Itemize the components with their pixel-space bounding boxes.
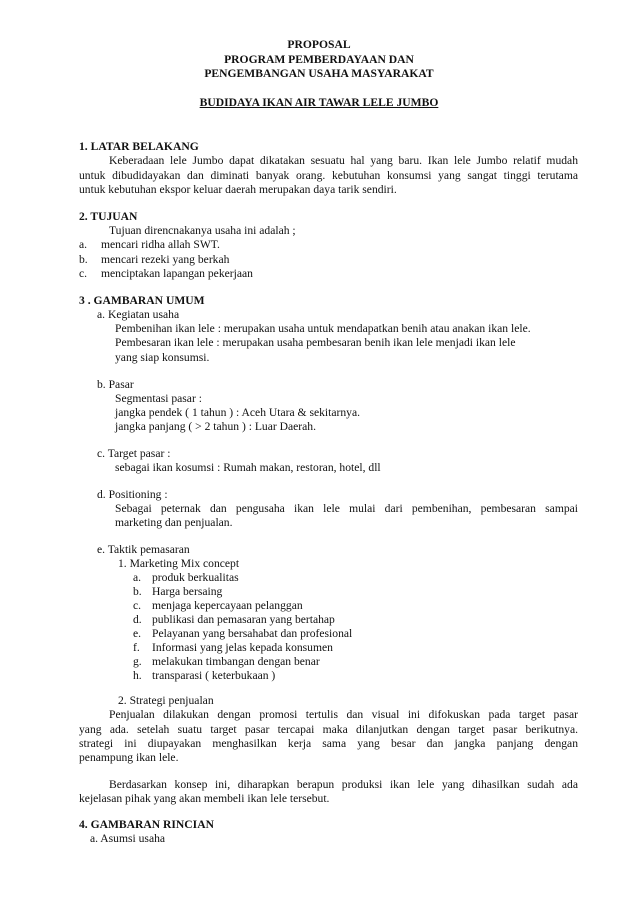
- list-item-marker: b.: [79, 253, 88, 266]
- subsection-label-asumsi: a. Asumsi usaha: [90, 832, 166, 845]
- paragraph-line: Pembesaran ikan lele : merupakan usaha pembesaran benih ikan lele menjadi ikan lele: [115, 336, 516, 349]
- subsection-label-kegiatan: a. Kegiatan usaha: [97, 308, 180, 321]
- subsection-label-target: c. Target pasar :: [97, 447, 171, 460]
- section-heading-gambaran-rincian: 4. GAMBARAN RINCIAN: [79, 818, 214, 831]
- paragraph-line: penampung ikan lele.: [79, 751, 179, 764]
- list-item-text: menjaga kepercayaan pelanggan: [152, 599, 303, 612]
- list-item-marker: e.: [133, 627, 142, 640]
- paragraph-line: Berdasarkan konsep ini, diharapkan berapun produksi ikan lele yang dihasilkan sudah ada: [109, 778, 578, 791]
- subsection-label-positioning: d. Positioning :: [97, 488, 168, 501]
- list-item-marker: d.: [133, 613, 142, 626]
- doc-subtitle: BUDIDAYA IKAN AIR TAWAR LELE JUMBO: [199, 96, 439, 109]
- doc-title-pengembangan: PENGEMBANGAN USAHA MASYARAKAT: [204, 67, 434, 80]
- list-item-marker: c.: [79, 267, 88, 280]
- list-item-marker: b.: [133, 585, 142, 598]
- list-item-marker: c.: [133, 599, 142, 612]
- paragraph-line: sebagai ikan kosumsi : Rumah makan, restoran, hotel, dll: [115, 461, 381, 474]
- list-item-text: melakukan timbangan dengan benar: [152, 655, 320, 668]
- sub-heading-marketing-mix: 1. Marketing Mix concept: [118, 557, 240, 570]
- list-item-text: Informasi yang jelas kepada konsumen: [152, 641, 333, 654]
- paragraph-line: Sebagai peternak dan pengusaha ikan lele mulai dari pembenihan, pembesaran sampai: [115, 502, 578, 515]
- paragraph-line: Penjualan dilakukan dengan promosi tertulis dan visual ini difokuskan pada target pasar: [109, 708, 578, 721]
- doc-title-proposal: PROPOSAL: [287, 38, 351, 51]
- list-item-text: transparasi ( keterbukaan ): [152, 669, 276, 682]
- list-item-text: mencari ridha allah SWT.: [101, 238, 220, 251]
- paragraph-line: yang ada. setelah suatu target pasar tercapai maka dilanjutkan dengan target pasar berikutnya.: [79, 723, 578, 736]
- paragraph-line: Pembenihan ikan lele : merupakan usaha untuk mendapatkan benih atau anakan ikan lele.: [115, 322, 531, 335]
- list-item-text: Pelayanan yang bersahabat dan profesional: [152, 627, 353, 640]
- list-item-marker: h.: [133, 669, 142, 682]
- section-heading-gambaran-umum: 3 . GAMBARAN UMUM: [79, 294, 205, 307]
- list-item-marker: f.: [133, 641, 140, 654]
- paragraph-line: kejelasan pihak yang akan membeli ikan lele tersebut.: [79, 792, 330, 805]
- tujuan-intro: Tujuan direncnakanya usaha ini adalah ;: [109, 224, 296, 237]
- subsection-label-taktik: e. Taktik pemasaran: [97, 543, 190, 556]
- paragraph-line: Keberadaan lele Jumbo dapat dikatakan sesuatu hal yang baru. Ikan lele Jumbo relatif mudah: [109, 154, 578, 167]
- section-heading-tujuan: 2. TUJUAN: [79, 210, 138, 223]
- section-heading-latar-belakang: 1. LATAR BELAKANG: [79, 140, 199, 153]
- doc-title-program: PROGRAM PEMBERDAYAAN DAN: [224, 53, 414, 66]
- sub-heading-strategi: 2. Strategi penjualan: [118, 694, 214, 707]
- subsection-label-pasar: b. Pasar: [97, 378, 134, 391]
- list-item-text: produk berkualitas: [152, 571, 239, 584]
- paragraph-line: yang siap konsumsi.: [115, 351, 210, 364]
- paragraph-line: strategi ini diupayakan menghasilkan kerja sama yang besar dan jangka panjang dengan: [79, 737, 578, 750]
- paragraph-line: untuk kebutuhan ekspor keluar daerah merupakan daya tarik sendiri.: [79, 183, 397, 196]
- list-item-marker: a.: [133, 571, 142, 584]
- list-item-marker: g.: [133, 655, 142, 668]
- paragraph-line: jangka pendek ( 1 tahun ) : Aceh Utara & sekitarnya.: [115, 406, 360, 419]
- list-item-marker: a.: [79, 238, 88, 251]
- paragraph-line: Segmentasi pasar :: [115, 392, 202, 405]
- list-item-text: Harga bersaing: [152, 585, 223, 598]
- paragraph-line: marketing dan penjualan.: [115, 516, 233, 529]
- paragraph-line: untuk dibudidayakan dan diminati banyak orang. kebutuhan konsumsi yang sangat tinggi terutama: [79, 169, 578, 182]
- list-item-text: publikasi dan pemasaran yang bertahap: [152, 613, 335, 626]
- list-item-text: mencari rezeki yang berkah: [101, 253, 230, 266]
- paragraph-line: jangka panjang ( > 2 tahun ) : Luar Daerah.: [115, 420, 316, 433]
- list-item-text: menciptakan lapangan pekerjaan: [101, 267, 253, 280]
